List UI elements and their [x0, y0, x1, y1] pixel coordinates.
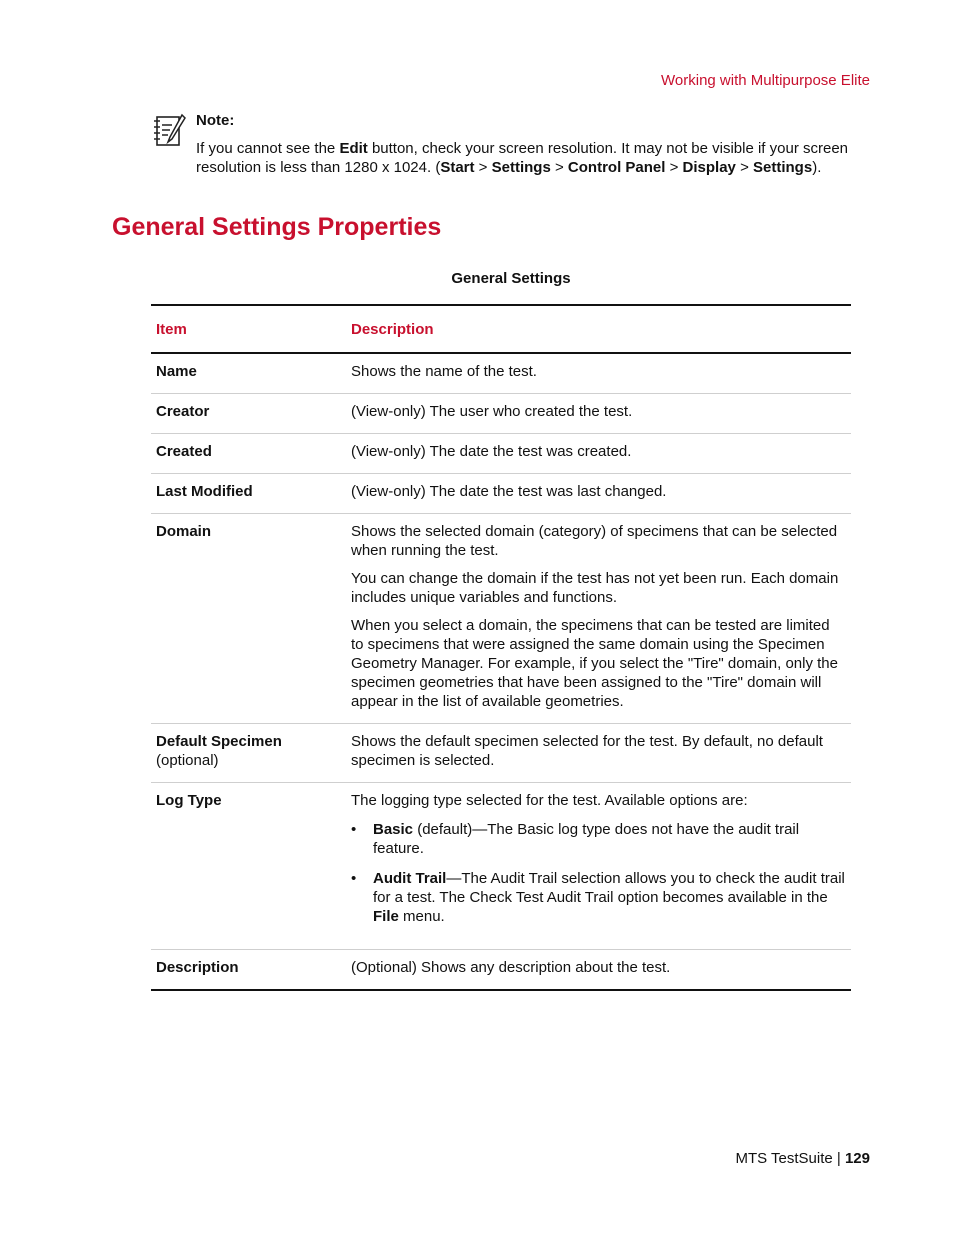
row-item: Description: [156, 959, 239, 976]
description-paragraph: Shows the selected domain (category) of specimens that can be selected when running the test.: [351, 523, 838, 559]
row-description: Shows the default specimen selected for the test. By default, no default specimen is selected.: [346, 724, 851, 783]
table-row: [151, 394, 851, 434]
row-item-suffix: (optional): [156, 752, 219, 769]
note-label: Note:: [196, 112, 235, 129]
options-list: [351, 820, 846, 926]
note-body: If you cannot see the Edit button, check your screen resolution. It may not be visible if your screen resolution is less than 1280 x 1024. (Start > Settings > Control Panel > Display > Settings).: [196, 140, 849, 176]
table-row: [151, 783, 851, 950]
table-row: [151, 950, 851, 991]
row-item: [151, 724, 346, 783]
row-description: (View-only) The user who created the test.: [346, 394, 851, 434]
row-item-name: Default Specimen: [156, 733, 282, 750]
description-paragraph: When you select a domain, the specimens that can be tested are limited to specimens that were assigned the same domain using the Specimen Geometry Manager. For example, if you select the "Tire" domain, only the specimen geometries that have been assigned to the "Tire" domain will appear in the list of available geometries.: [351, 617, 838, 710]
general-settings-table: [151, 304, 851, 991]
footer-product: MTS TestSuite: [735, 1150, 833, 1167]
row-description: Shows the name of the test.: [346, 353, 851, 394]
footer-separator: |: [832, 1150, 845, 1167]
row-description: [346, 783, 851, 950]
row-description: (View-only) The date the test was created.: [346, 434, 851, 474]
header-description: Description: [346, 305, 851, 353]
table-row: [151, 724, 851, 783]
table-caption: General Settings: [451, 270, 571, 287]
description-intro: The logging type selected for the test. Available options are:: [351, 792, 748, 809]
list-item: • Audit Trail—The Audit Trail selection allows you to check the audit trail for a test. The Check Test Audit Trail option becomes available in the File menu.: [351, 869, 846, 926]
page-footer: [735, 1149, 870, 1168]
table-row: [151, 514, 851, 724]
table-header-row: [151, 305, 851, 353]
table-row: [151, 434, 851, 474]
row-description: [346, 514, 851, 724]
page-number: 129: [844, 1150, 870, 1167]
section-title: General Settings Properties: [112, 213, 442, 241]
row-item: Creator: [151, 394, 346, 434]
table-row: [151, 353, 851, 394]
description-paragraph: You can change the domain if the test has not yet been run. Each domain includes unique variables and functions.: [351, 570, 839, 606]
running-header: Working with Multipurpose Elite: [661, 72, 870, 89]
row-description: (Optional) Shows any description about the test.: [351, 959, 671, 976]
row-item: Last Modified: [151, 474, 346, 514]
row-item: Log Type: [151, 783, 346, 950]
row-description: (View-only) The date the test was last changed.: [346, 474, 851, 514]
row-item: Created: [151, 434, 346, 474]
header-item: Item: [151, 305, 346, 353]
table-row: [151, 474, 851, 514]
list-item: • Basic (default)—The Basic log type does not have the audit trail feature.: [351, 820, 846, 858]
row-item: Domain: [151, 514, 346, 724]
note-pencil-icon: [152, 111, 188, 151]
row-item: Name: [151, 353, 346, 394]
